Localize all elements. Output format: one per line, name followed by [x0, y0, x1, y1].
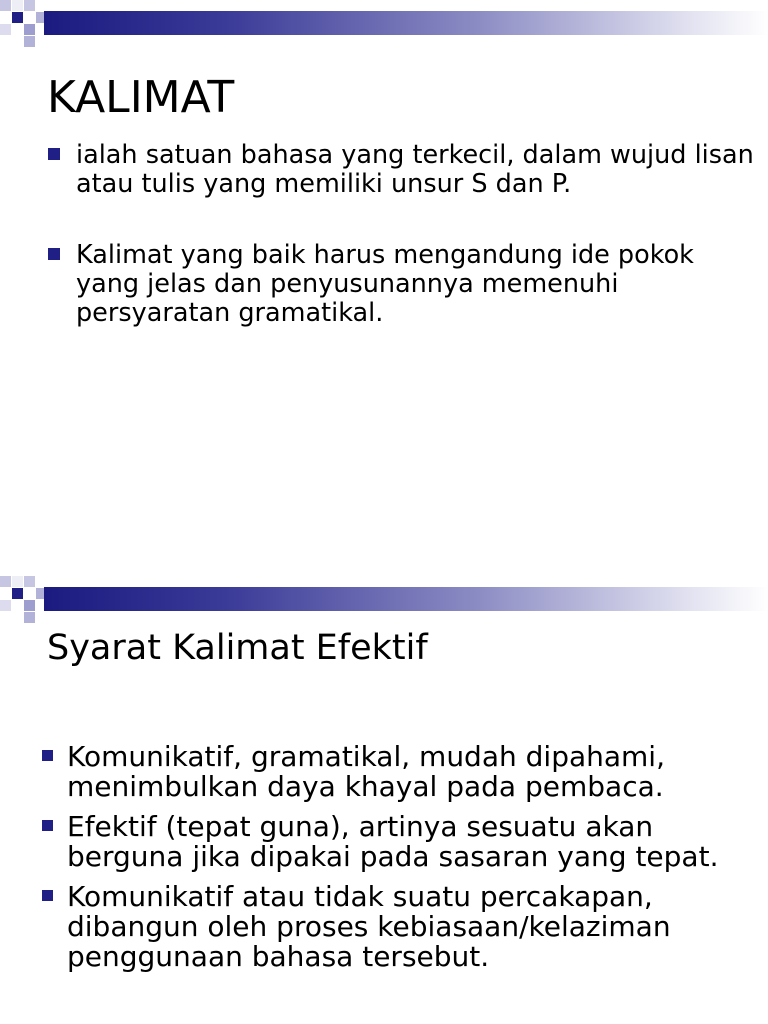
decor-square: [24, 612, 35, 623]
slide-syarat-kalimat-efektif: [0, 576, 768, 1024]
decor-square: [0, 600, 11, 611]
slide-title: KALIMAT: [47, 72, 235, 123]
square-bullet-icon: [48, 148, 60, 160]
bullet-list: [67, 742, 757, 982]
gradient-bar: [44, 11, 768, 35]
gradient-bar: [44, 587, 768, 611]
bullet-item: [67, 882, 757, 972]
decor-square: [12, 576, 23, 587]
bullet-text: ialah satuan bahasa yang terkecil, dalam wujud lisan atau tulis yang memiliki unsur S dan P.: [76, 140, 754, 199]
bullet-item: [67, 742, 757, 802]
bullet-text: Kalimat yang baik harus mengandung ide pokok yang jelas dan penyusunannya memenuhi persyaratan gramatikal.: [76, 240, 694, 328]
slide-title: Syarat Kalimat Efektif: [47, 628, 428, 668]
decor-square: [24, 0, 35, 11]
decor-square: [24, 576, 35, 587]
decor-square: [12, 12, 23, 23]
decor-square: [24, 24, 35, 35]
square-bullet-icon: [48, 248, 60, 260]
decor-square: [12, 588, 23, 599]
square-bullet-icon: [42, 890, 53, 901]
bullet-item: [76, 141, 756, 199]
bullet-list: [76, 141, 756, 370]
bullet-item: [76, 241, 756, 328]
decor-square: [0, 0, 11, 11]
decor-square: [12, 0, 23, 11]
decor-square: [24, 36, 35, 47]
slide-header-band: [0, 576, 768, 624]
bullet-text: Komunikatif atau tidak suatu percakapan, dibangun oleh proses kebiasaan/kelaziman penggunaan bahasa tersebut.: [67, 880, 671, 973]
square-bullet-icon: [42, 820, 53, 831]
decor-square: [0, 24, 11, 35]
square-bullet-icon: [42, 750, 53, 761]
decor-square: [24, 600, 35, 611]
decor-square: [0, 576, 11, 587]
bullet-text: Komunikatif, gramatikal, mudah dipahami, menimbulkan daya khayal pada pembaca.: [67, 740, 665, 803]
bullet-text: Efektif (tepat guna), artinya sesuatu akan berguna jika dipakai pada sasaran yang tepat.: [67, 810, 719, 873]
slide-header-band: [0, 0, 768, 48]
bullet-item: [67, 812, 757, 872]
